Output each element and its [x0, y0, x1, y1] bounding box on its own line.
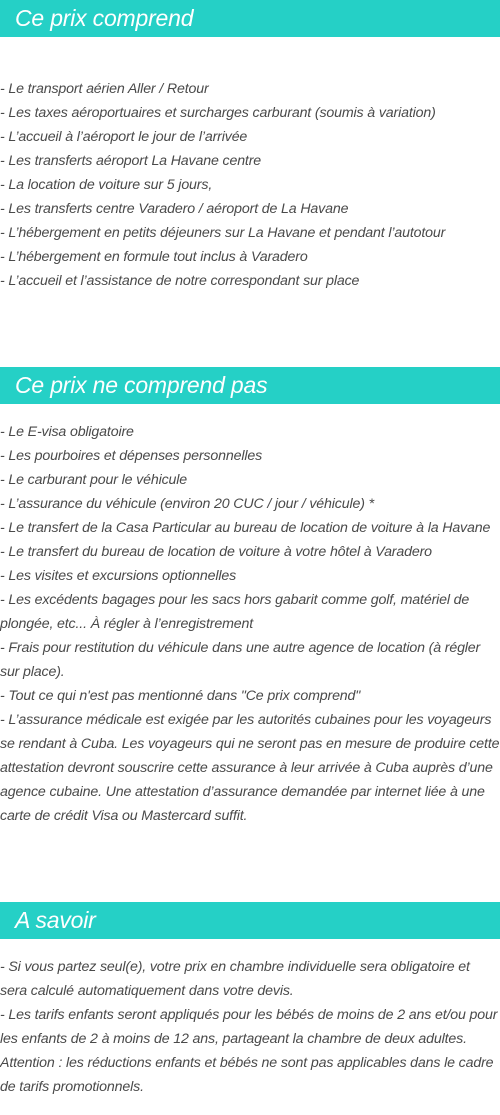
list-item: - L’hébergement en formule tout inclus à Varadero — [0, 249, 308, 265]
list-item: - L’accueil et l’assistance de notre correspondant sur place — [0, 273, 360, 289]
to-know-list — [0, 955, 500, 1099]
section-title-not-included: Ce prix ne comprend pas — [0, 367, 500, 404]
list-item: - Les tarifs enfants seront appliqués pour les bébés de moins de 2 ans et/ou pour les enfants de 2 à moins de 12 ans, partageant la chambre de deux adultes. — [0, 1007, 498, 1047]
list-item: - Les transferts aéroport La Havane centre — [0, 153, 262, 169]
list-item: - Le carburant pour le véhicule — [0, 472, 187, 488]
list-item: - Les taxes aéroportuaires et surcharges carburant (soumis à variation) — [0, 105, 436, 121]
list-item: - La location de voiture sur 5 jours, — [0, 177, 213, 193]
list-item: - Le transfert du bureau de location de voiture à votre hôtel à Varadero — [0, 544, 432, 560]
list-item: - Les visites et excursions optionnelles — [0, 568, 237, 584]
section-title-to-know: A savoir — [0, 902, 500, 939]
list-item: - Le E-visa obligatoire — [0, 424, 134, 440]
list-item: - Tout ce qui n'est pas mentionné dans "Ce prix comprend" — [0, 688, 361, 704]
list-item: - Si vous partez seul(e), votre prix en chambre individuelle sera obligatoire et sera calculé automatiquement dans votre devis. — [0, 959, 470, 999]
section-title-included: Ce prix comprend — [0, 0, 500, 37]
not-included-list — [0, 420, 500, 828]
list-item: - Le transfert de la Casa Particular au bureau de location de voiture à la Havane — [0, 520, 491, 536]
included-list — [0, 77, 500, 293]
list-item: - L’hébergement en petits déjeuners sur La Havane et pendant l’autotour — [0, 225, 446, 241]
list-item: - L’assurance du véhicule (environ 20 CUC / jour / véhicule) * — [0, 496, 374, 512]
list-item: - Le transport aérien Aller / Retour — [0, 81, 209, 97]
list-item: - L’assurance médicale est exigée par les autorités cubaines pour les voyageurs se rendant à Cuba. Les voyageurs qui ne seront pas en mesure de produire cette attestation devront souscrire cette assurance à leur arrivée à Cuba auprès d’une agence cubaine. Une attestation d’assurance demandée par internet liée à une carte de crédit Visa ou Mastercard suffit. — [0, 712, 500, 824]
list-item: - Frais pour restitution du véhicule dans une autre agence de location (à régler sur place). — [0, 640, 481, 680]
list-item: - L’accueil à l’aéroport le jour de l’arrivée — [0, 129, 248, 145]
list-item: - Les transferts centre Varadero / aéroport de La Havane — [0, 201, 349, 217]
list-item: Attention : les réductions enfants et bébés ne sont pas applicables dans le cadre de tarifs promotionnels. — [0, 1055, 494, 1095]
list-item: - Les excédents bagages pour les sacs hors gabarit comme golf, matériel de plongée, etc... À régler à l’enregistrement — [0, 592, 470, 632]
list-item: - Les pourboires et dépenses personnelles — [0, 448, 263, 464]
